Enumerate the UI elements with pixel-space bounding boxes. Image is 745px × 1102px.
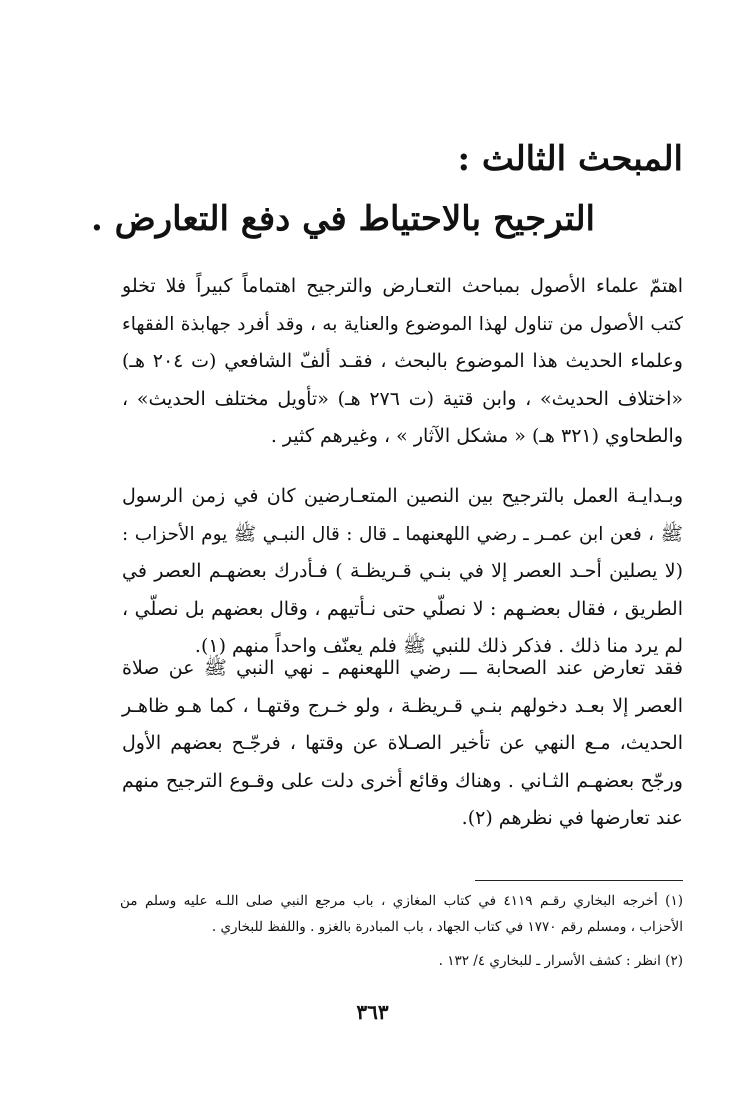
paragraph-line: العصر إلا بعـد دخولهم بنـي قـريظـة ، ولو خـرج وقتهـا ، كما هـو ظاهـر [122, 694, 683, 717]
page-number: ٣٦٣ [356, 1000, 389, 1024]
paragraph-2 [122, 478, 683, 666]
footnote-separator [475, 880, 683, 881]
section-title: الترجيح بالاحتياط في دفع التعارض . [90, 199, 595, 239]
paragraph-line: وعلماء الحديث هذا الموضوع بالبحث ، فقـد ألفّ الشافعي (ت ٢٠٤ هـ) [122, 350, 683, 372]
footnote-2 [120, 948, 683, 974]
paragraph-line: عند تعارضها في نظرهم (٢). [461, 807, 683, 829]
paragraph-line: وبـدايـة العمل بالترجيح بين النصين المتعـارضين كان في زمن الرسول [122, 485, 683, 507]
section-heading: المبحث الثالث : [457, 139, 683, 179]
paragraph-line: ﷺ ، فعن ابن عمـر ـ رضي اللهعنهما ـ قال : قال النبـي ﷺ يوم الأحزاب : [122, 523, 683, 545]
paragraph-line: كتب الأصول من تناول لهذا الموضوع والعناية به ، وقد أفرد جهابذة الفقهاء [122, 313, 683, 335]
paragraph-line: ورجّح بعضهـم الثـاني . وهناك وقائع أخرى دلت على وقـوع الترجيح منهم [122, 769, 683, 792]
footnote-line: (٢) انظر : كشف الأسرار ـ للبخاري ٤/ ١٣٢ . [438, 953, 683, 969]
paragraph-line: (لا يصلين أحـد العصر إلا في بنـي قـريظـة ) فـأدرك بعضهـم العصر في [122, 560, 683, 582]
paragraph-line: الحديث، مـع النهي عن تأخير الصـلاة عن وقتها ، فرجّـح بعضهم الأول [122, 732, 683, 754]
paragraph-line: الطريق ، فقال بعضـهم : لا نصلّي حتى نـأتيهم ، وقال بعضهم بل نصلّي ، [122, 597, 683, 620]
paragraph-3 [122, 650, 683, 838]
footnote-line: الأحزاب ، ومسلم رقم ١٧٧٠ في كتاب الجهاد ، باب المبادرة بالغزو . واللفظ للبخاري . [211, 919, 683, 935]
footnote-1 [120, 888, 683, 940]
paragraph-line: فقد تعارض عند الصحابة ـــ رضي اللهعنهم ـ نهي النبي ﷺ عن صلاة [122, 657, 683, 679]
footnote-line: (١) أخرجه البخاري رقـم ٤١١٩ في كتاب المغازي ، باب مرجع النبي صلى اللـه عليه وسلم من [120, 893, 683, 909]
paragraph-1 [122, 268, 683, 456]
paragraph-line: والطحاوي (٣٢١ هـ) « مشكل الآثار » ، وغيرهم كثير . [270, 425, 683, 447]
paragraph-line: اهتمّ علماء الأصول بمباحث التعـارض والترجيح اهتماماً كبيراً فلا تخلو [122, 275, 683, 297]
paragraph-line: «اختلاف الحديث» ، وابن قتية (ت ٢٧٦ هـ) «تأويل مختلف الحديث» ، [122, 387, 683, 410]
paragraph-line: لم يرد منا ذلك . فذكر ذلك للنبي ﷺ فلم يعنّف واحداً منهم (١). [194, 635, 683, 657]
